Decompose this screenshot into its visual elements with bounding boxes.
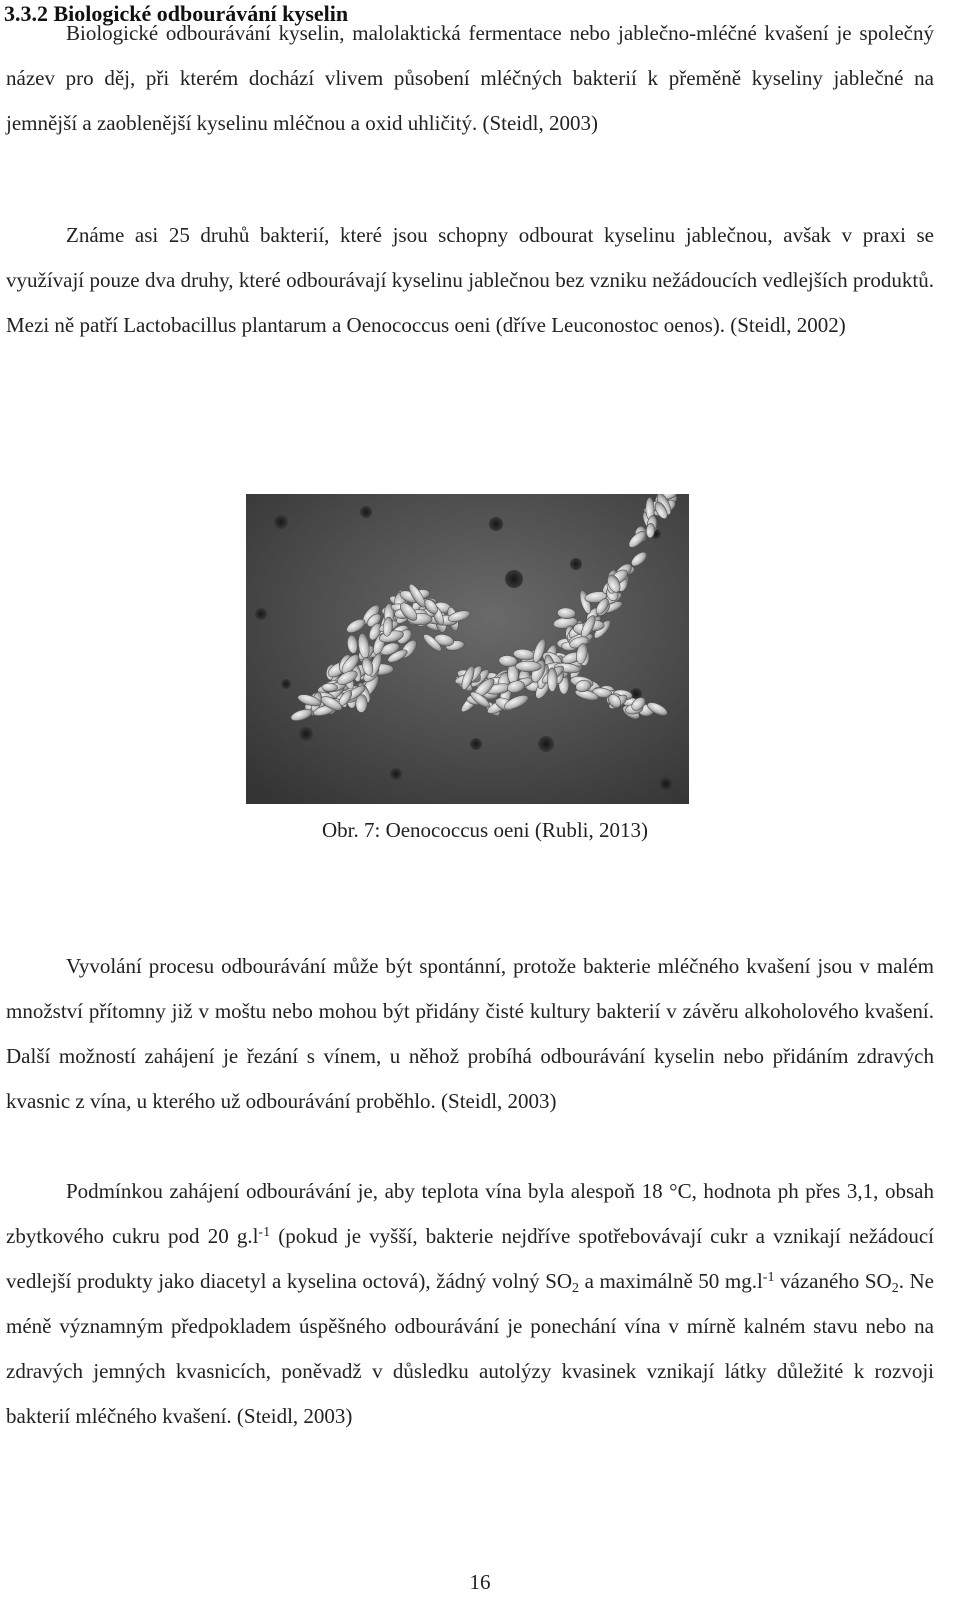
bacterium-rod <box>547 668 557 692</box>
paragraph-4 <box>6 1169 934 1439</box>
paragraph-3: Vyvolání procesu odbourávání může být spontánní, protože bakterie mléčného kvašení jsou v malém množství přítomny již v moštu nebo mohou být přidány čisté kultury bakterií v závěru alkoholového kvašení. Další možností zahájení je řezání s vínem, u něhož probíhá odbourávání kyselin nebo přidáním zdravých kvasnic z vína, u kterého už odbourávání proběhlo. (Steidl, 2003) <box>6 954 934 1113</box>
subscript-1: 2 <box>572 1281 580 1296</box>
page-number: 16 <box>469 1570 491 1594</box>
bacterium-rod <box>322 683 338 692</box>
unit-exponent-1: -1 <box>258 1225 271 1240</box>
section-heading: 3.3.2 Biologické odbourávání kyselin <box>4 1 349 26</box>
paragraph-4-text-5: . Ne méně významným předpokladem úspěšného odbourávání je ponechání vína v mírně kalném stavu nebo na zdravých jemných kvasnicích, poněvadž v důsledku autolýzy kvasinek vznikají látky důležité k rozvoji bakterií mléčného kvašení. (Steidl, 2003) <box>6 1269 934 1428</box>
bacteria-micrograph <box>246 494 689 804</box>
paragraph-4-text-4: vázaného SO <box>774 1269 892 1293</box>
subscript-2: 2 <box>891 1281 899 1296</box>
paragraph-4-text-2: (pokud je vyšší, bakterie nejdříve spotřebovávají cukr a vznikají nežádoucí vedlejší produkty jako diacetyl a kyselina octová), žádný volný SO <box>6 1224 934 1293</box>
bacterium-rod <box>515 661 541 672</box>
bacterium-rod <box>355 694 367 712</box>
figure-caption: Obr. 7: Oenococcus oeni (Rubli, 2013) <box>321 818 649 842</box>
paragraph-1: Biologické odbourávání kyselin, malolaktická fermentace nebo jablečno-mléčné kvašení je společný název pro děj, při kterém dochází vlivem působení mléčných bakterií k přeměně kyseliny jablečné na jemnější a zaoblenější kyselinu mléčnou a oxid uhličitý. (Steidl, 2003) <box>6 21 934 135</box>
unit-exponent-2: -1 <box>762 1270 775 1285</box>
micrograph-image <box>246 494 689 804</box>
paragraph-2: Známe asi 25 druhů bakterií, které jsou schopny odbourat kyselinu jablečnou, avšak v praxi se využívají pouze dva druhy, které odbourávají kyselinu jablečnou bez vzniku nežádoucích vedlejších produktů. Mezi ně patří Lactobacillus plantarum a Oenococcus oeni (dříve Leuconostoc oenos). (Steidl, 2002) <box>6 223 934 337</box>
paragraph-4-text-3: a maximálně 50 mg.l <box>579 1269 763 1293</box>
paragraph-4-text-1: Podmínkou zahájení odbourávání je, aby teplota vína byla alespoň 18 °C, hodnota ph přes 3,1, obsah zbytkového cukru pod 20 g.l <box>6 1179 934 1248</box>
